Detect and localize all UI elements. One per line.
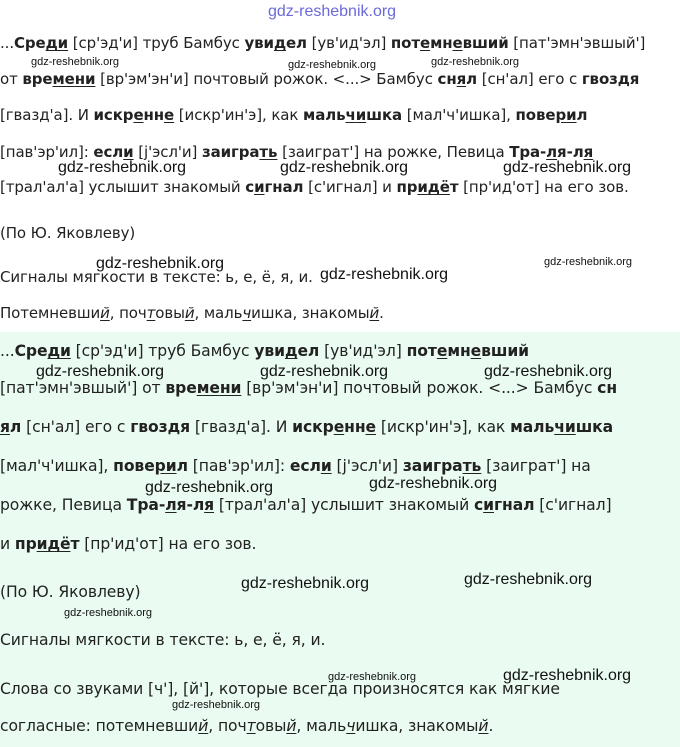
watermark: gdz-reshebnik.org bbox=[36, 363, 165, 380]
soft-signs-line-2: Сигналы мягкости в тексте: ь, е, ё, я, и. bbox=[0, 631, 326, 649]
watermark: gdz-reshebnik.org bbox=[260, 363, 389, 380]
soft-signs-line-1: Сигналы мягкости в тексте: ь, е, ё, я, и. bbox=[0, 268, 313, 286]
watermark: gdz-reshebnik.org bbox=[503, 667, 632, 684]
answer-line-2: [пат'эмн'эвшый'] от времени [вр'эм'эн'и] почтовый рожок. <...> Бамбус сн bbox=[0, 379, 617, 397]
text-line-5: [трал'ал'а] услышит знакомый сигнал [с'игнал] и придёт [пр'ид'от] на его зов. bbox=[0, 178, 629, 196]
watermark: gdz-reshebnik.org bbox=[288, 59, 377, 71]
answer-line-1: ...Среди [ср'эд'и] труб Бамбус увидел [ув'ид'эл] потемневший bbox=[0, 342, 530, 360]
watermark: gdz-reshebnik.org bbox=[31, 56, 120, 68]
answer-line-5: рожке, Певица Тра-ля-ля [трал'ал'а] услышит знакомый сигнал [с'игнал] bbox=[0, 496, 612, 514]
text-line-1: ...Среди [ср'эд'и] труб Бамбус увидел [ув'ид'эл] потемневший [пат'эмн'эвшый'] bbox=[0, 34, 646, 52]
sounds-line: Слова со звуками [ч'], [й'], которые всегда произносятся как мягкие bbox=[0, 680, 560, 698]
watermark: gdz-reshebnik.org bbox=[431, 56, 520, 68]
author-credit-1: (По Ю. Яковлеву) bbox=[0, 224, 136, 242]
watermark: gdz-reshebnik.org bbox=[464, 571, 593, 588]
words-line-2: согласные: потемневший, почтовый, мальчишка, знакомый. bbox=[0, 717, 494, 735]
answer-line-6: и придёт [пр'ид'от] на его зов. bbox=[0, 535, 257, 553]
watermark: gdz-reshebnik.org bbox=[58, 159, 187, 176]
watermark: gdz-reshebnik.org bbox=[172, 699, 261, 711]
watermark: gdz-reshebnik.org bbox=[96, 255, 225, 272]
watermark: gdz-reshebnik.org bbox=[64, 607, 153, 619]
watermark: gdz-reshebnik.org bbox=[320, 266, 449, 283]
watermark: gdz-reshebnik.org bbox=[280, 159, 409, 176]
watermark-top: gdz-reshebnik.org bbox=[268, 3, 397, 20]
watermark: gdz-reshebnik.org bbox=[484, 363, 613, 380]
answer-line-3: ял [сн'ал] его с гвоздя [гвазд'а]. И искренне [искр'ин'э], как мальчишка bbox=[0, 418, 614, 436]
answer-line-4: [мал'ч'ишка], поверил [пав'эр'ил]: если [j'эсл'и] заиграть [заиграт'] на bbox=[0, 457, 591, 475]
watermark: gdz-reshebnik.org bbox=[369, 475, 498, 492]
watermark: gdz-reshebnik.org bbox=[328, 671, 417, 683]
text-line-3: [гвазд'а]. И искренне [искр'ин'э], как мальчишка [мал'ч'ишка], поверил bbox=[0, 106, 588, 124]
words-line-1: Потемневший, почтовый, мальчишка, знакомый. bbox=[0, 304, 384, 322]
watermark: gdz-reshebnik.org bbox=[145, 479, 274, 496]
author-credit-2: (По Ю. Яковлеву) bbox=[0, 583, 141, 601]
text-line-4: [пав'эр'ил]: если [j'эсл'и] заиграть [заиграт'] на рожке, Певица Тра-ля-ля bbox=[0, 143, 594, 161]
watermark: gdz-reshebnik.org bbox=[241, 575, 370, 592]
text-line-2: от времени [вр'эм'эн'и] почтовый рожок. <...> Бамбус снял [сн'ал] его с гвоздя bbox=[0, 70, 640, 88]
watermark: gdz-reshebnik.org bbox=[503, 159, 632, 176]
watermark: gdz-reshebnik.org bbox=[544, 256, 633, 268]
